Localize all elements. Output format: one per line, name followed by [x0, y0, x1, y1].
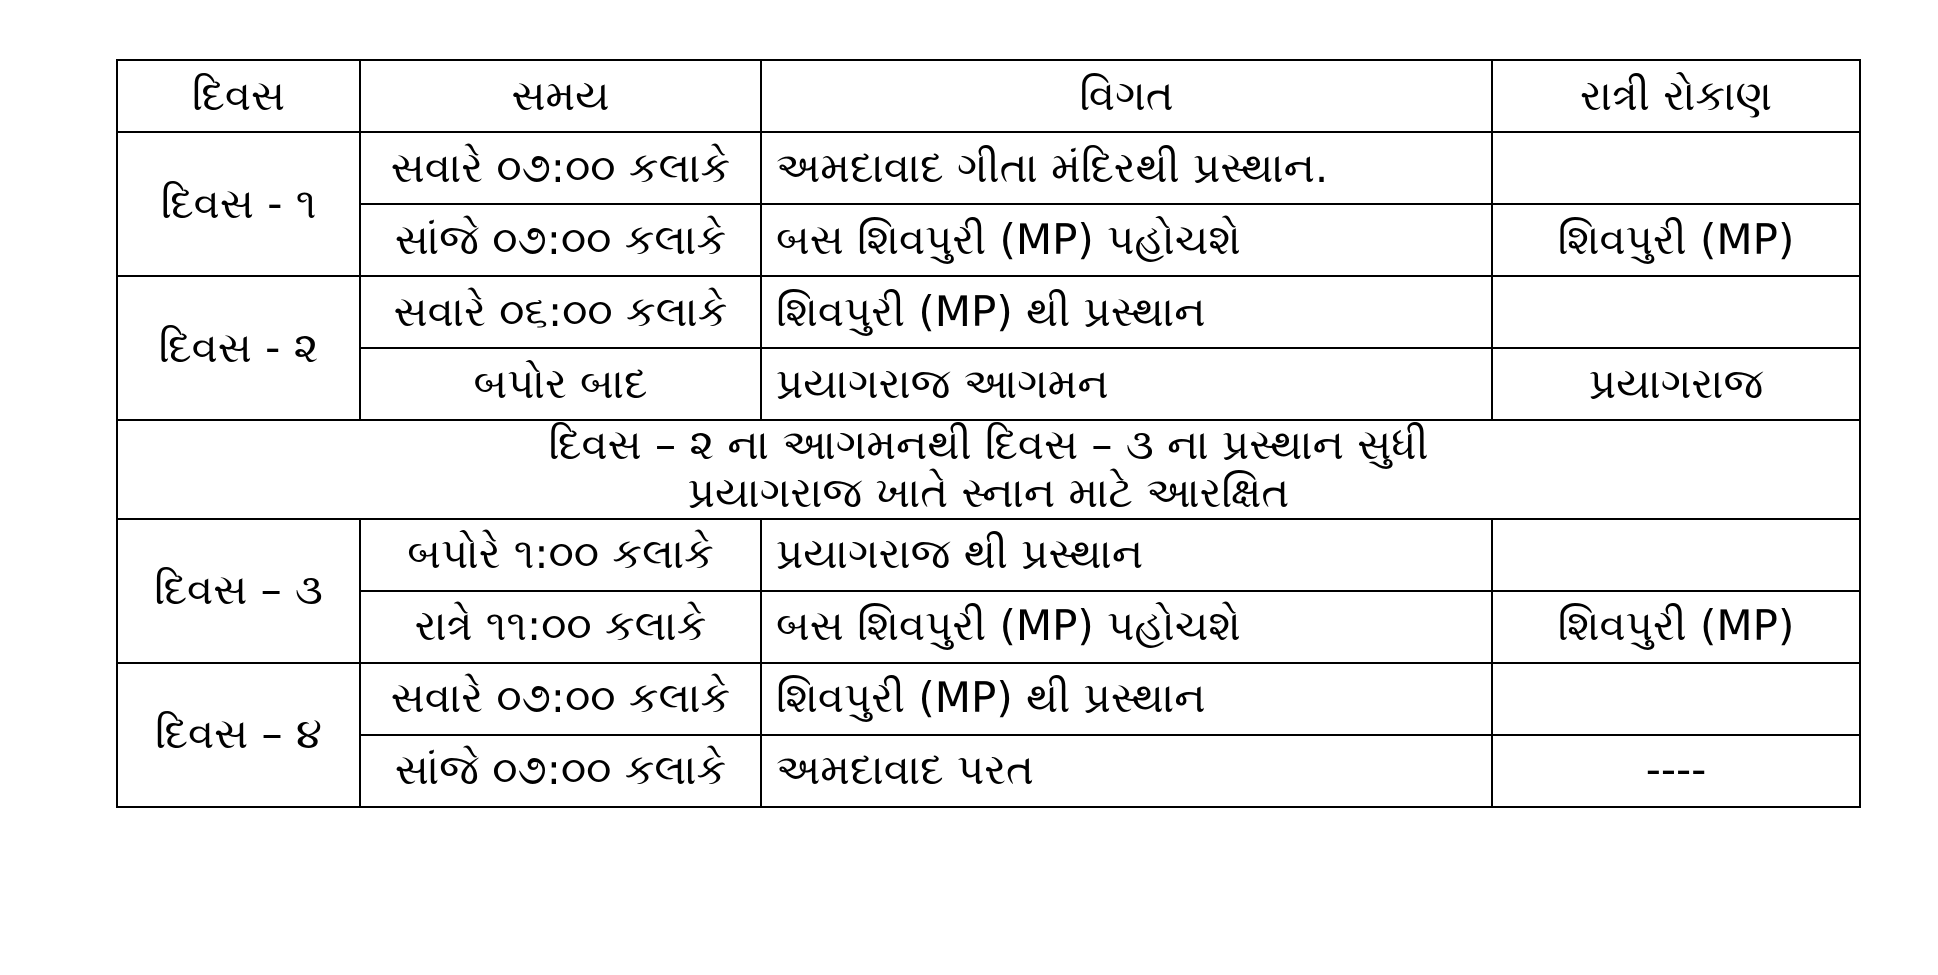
stay-cell: શિવપુરી (MP) — [1492, 591, 1860, 663]
banner-line-2: પ્રયાગરાજ ખાતે સ્નાન માટે આરક્ષિત — [687, 468, 1290, 518]
detail-cell: શિવપુરી (MP) થી પ્રસ્થાન — [761, 276, 1492, 348]
table-row — [117, 204, 1860, 276]
day-label: દિવસ - ૨ — [117, 276, 360, 420]
time-cell: સાંજે ૦૭:૦૦ કલાકે — [360, 735, 761, 807]
reserved-banner — [117, 420, 1860, 519]
banner-row — [117, 420, 1860, 519]
header-day: દિવસ — [117, 60, 360, 132]
time-cell: રાત્રે ૧૧:૦૦ કલાકે — [360, 591, 761, 663]
table-row — [117, 276, 1860, 348]
itinerary-table — [116, 59, 1861, 808]
stay-cell: ---- — [1492, 735, 1860, 807]
detail-cell: અમદાવાદ પરત — [761, 735, 1492, 807]
day-label: દિવસ – ૩ — [117, 519, 360, 663]
time-cell: સાંજે ૦૭:૦૦ કલાકે — [360, 204, 761, 276]
day-label: દિવસ – ૪ — [117, 663, 360, 807]
table-row — [117, 663, 1860, 735]
detail-cell: શિવપુરી (MP) થી પ્રસ્થાન — [761, 663, 1492, 735]
detail-cell: બસ શિવપુરી (MP) પહોચશે — [761, 204, 1492, 276]
detail-cell: બસ શિવપુરી (MP) પહોચશે — [761, 591, 1492, 663]
stay-cell — [1492, 663, 1860, 735]
time-cell: બપોરે ૧:૦૦ કલાકે — [360, 519, 761, 591]
header-detail: વિગત — [761, 60, 1492, 132]
banner-line-1: દિવસ – ૨ ના આગમનથી દિવસ – ૩ ના પ્રસ્થાન સુધી — [548, 420, 1429, 469]
header-time: સમય — [360, 60, 761, 132]
time-cell: સવારે ૦૭:૦૦ કલાકે — [360, 132, 761, 204]
stay-cell — [1492, 519, 1860, 591]
stay-cell — [1492, 132, 1860, 204]
table-row — [117, 591, 1860, 663]
time-cell: સવારે ૦૭:૦૦ કલાકે — [360, 663, 761, 735]
header-row — [117, 60, 1860, 132]
table-row — [117, 348, 1860, 420]
stay-cell: શિવપુરી (MP) — [1492, 204, 1860, 276]
day-label: દિવસ - ૧ — [117, 132, 360, 276]
table-row — [117, 519, 1860, 591]
time-cell: બપોર બાદ — [360, 348, 761, 420]
stay-cell: પ્રયાગરાજ — [1492, 348, 1860, 420]
table-row — [117, 132, 1860, 204]
detail-cell: પ્રયાગરાજ થી પ્રસ્થાન — [761, 519, 1492, 591]
header-night-stay: રાત્રી રોકાણ — [1492, 60, 1860, 132]
time-cell: સવારે ૦૬:૦૦ કલાકે — [360, 276, 761, 348]
table-row — [117, 735, 1860, 807]
detail-cell: પ્રયાગરાજ આગમન — [761, 348, 1492, 420]
stay-cell — [1492, 276, 1860, 348]
detail-cell: અમદાવાદ ગીતા મંદિરથી પ્રસ્થાન. — [761, 132, 1492, 204]
